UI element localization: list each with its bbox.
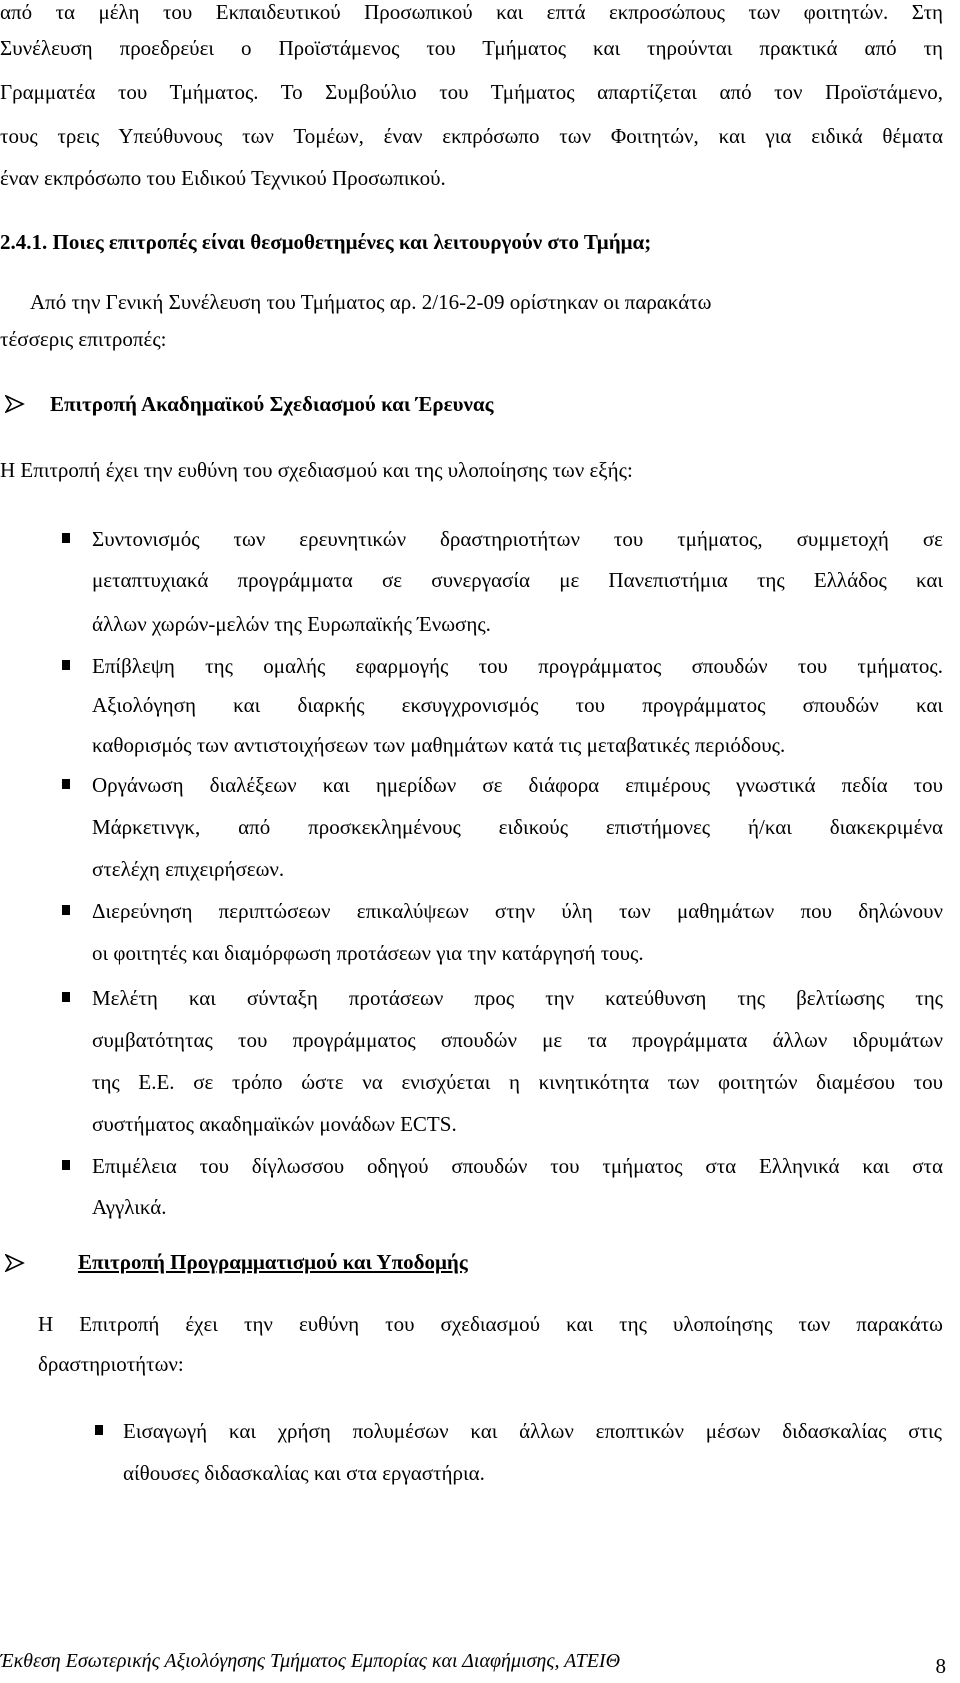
list-item-line: άλλων χωρών-μελών της Ευρωπαϊκής Ένωσης. (92, 612, 491, 636)
section-heading: 2.4.1. Ποιες επιτροπές είναι θεσμοθετημένες και λειτουργούν στο Τμήμα; (0, 230, 652, 254)
list-item-line: οι φοιτητές και διαμόρφωση προτάσεων για την κατάργησή τους. (92, 941, 644, 965)
committee1-title: Επιτροπή Ακαδημαϊκού Σχεδιασμού και Έρευνας (50, 392, 494, 416)
intro-line: έναν εκπρόσωπο του Ειδικού Τεχνικού Προσωπικού. (0, 166, 446, 190)
list-item-line: Εισαγωγή και χρήση πολυμέσων και άλλων εποπτικών μέσων διδασκαλίας στις (123, 1419, 942, 1443)
list-item-line: συμβατότητας του προγράμματος σπουδών με τα προγράμματα άλλων ιδρυμάτων (92, 1028, 943, 1052)
footer-title: Έκθεση Εσωτερικής Αξιολόγησης Τμήματος Εμπορίας και Διαφήμισης, ΑΤΕΙΘ (0, 1650, 621, 1672)
list-item-line: αίθουσες διδασκαλίας και στα εργαστήρια. (123, 1461, 485, 1485)
intro-line: τους τρεις Υπεύθυνους των Τομέων, έναν εκπρόσωπο των Φοιτητών, και για ειδικά θέματα (0, 124, 943, 148)
list-item-line: Επίβλεψη της ομαλής εφαρμογής του προγράμματος σπουδών του τμήματος. (92, 654, 943, 678)
arrow-bullet-icon (5, 395, 25, 413)
square-bullet-icon (62, 779, 70, 789)
list-item-line: μεταπτυχιακά προγράμματα σε συνεργασία με Πανεπιστήμια της Ελλάδος και (92, 568, 943, 592)
list-item-line: Μελέτη και σύνταξη προτάσεων προς την κατεύθυνση της βελτίωσης της (92, 986, 943, 1010)
committee2-intro-line: Η Επιτροπή έχει την ευθύνη του σχεδιασμού και της υλοποίησης των παρακάτω (38, 1312, 943, 1336)
intro-line: από τα μέλη του Εκπαιδευτικού Προσωπικού και επτά εκπροσώπους των φοιτητών. Στη (0, 0, 943, 24)
square-bullet-icon (62, 992, 70, 1002)
square-bullet-icon (62, 533, 70, 543)
list-item-line: στελέχη επιχειρήσεων. (92, 857, 285, 881)
list-item-line: καθορισμός των αντιστοιχήσεων των μαθημάτων κατά τις μεταβατικές περιόδους. (92, 733, 786, 757)
list-item-line: Διερεύνηση περιπτώσεων επικαλύψεων στην ύλη των μαθημάτων που δηλώνουν (92, 899, 943, 923)
list-item-line: Οργάνωση διαλέξεων και ημερίδων σε διάφορα επιμέρους γνωστικά πεδία του (92, 773, 943, 797)
list-item-line: της Ε.Ε. σε τρόπο ώστε να ενισχύεται η κινητικότητα των φοιτητών διαμέσου του (92, 1070, 943, 1094)
list-item-line: Αξιολόγηση και διαρκής εκσυγχρονισμός του προγράμματος σπουδών και (92, 693, 943, 717)
list-item-line: Αγγλικά. (92, 1195, 167, 1219)
committee2-title: Επιτροπή Προγραμματισμού και Υποδομής (78, 1250, 468, 1274)
page-footer (0, 1650, 960, 1680)
intro-line: Γραμματέα του Τμήματος. Το Συμβούλιο του Τμήματος απαρτίζεται από τον Προϊστάμενο, (0, 80, 943, 104)
committee2-intro-line: δραστηριοτήτων: (38, 1352, 184, 1376)
square-bullet-icon (62, 1160, 70, 1170)
list-item-line: Μάρκετινγκ, από προσκεκλημένους ειδικούς επιστήμονες ή/και διακεκριμένα (92, 815, 943, 839)
committee1-intro: Η Επιτροπή έχει την ευθύνη του σχεδιασμού και της υλοποίησης των εξής: (0, 458, 633, 482)
section-paragraph-line: τέσσερις επιτροπές: (0, 327, 167, 351)
square-bullet-icon (62, 660, 70, 670)
list-item-line: Επιμέλεια του δίγλωσσου οδηγού σπουδών του τμήματος στα Ελληνικά και στα (92, 1154, 943, 1178)
intro-line: Συνέλευση προεδρεύει ο Προϊστάμενος του Τμήματος και τηρούνται πρακτικά από τη (0, 36, 943, 60)
page-number: 8 (935, 1654, 946, 1678)
list-item-line: συστήματος ακαδημαϊκών μονάδων ECTS. (92, 1112, 457, 1136)
square-bullet-icon (95, 1425, 103, 1435)
section-paragraph-line: Από την Γενική Συνέλευση του Τμήματος αρ. 2/16-2-09 ορίστηκαν οι παρακάτω (30, 290, 712, 314)
list-item-line: Συντονισμός των ερευνητικών δραστηριοτήτων του τμήματος, συμμετοχή σε (92, 527, 943, 551)
arrow-bullet-icon (5, 1254, 25, 1272)
square-bullet-icon (62, 905, 70, 915)
